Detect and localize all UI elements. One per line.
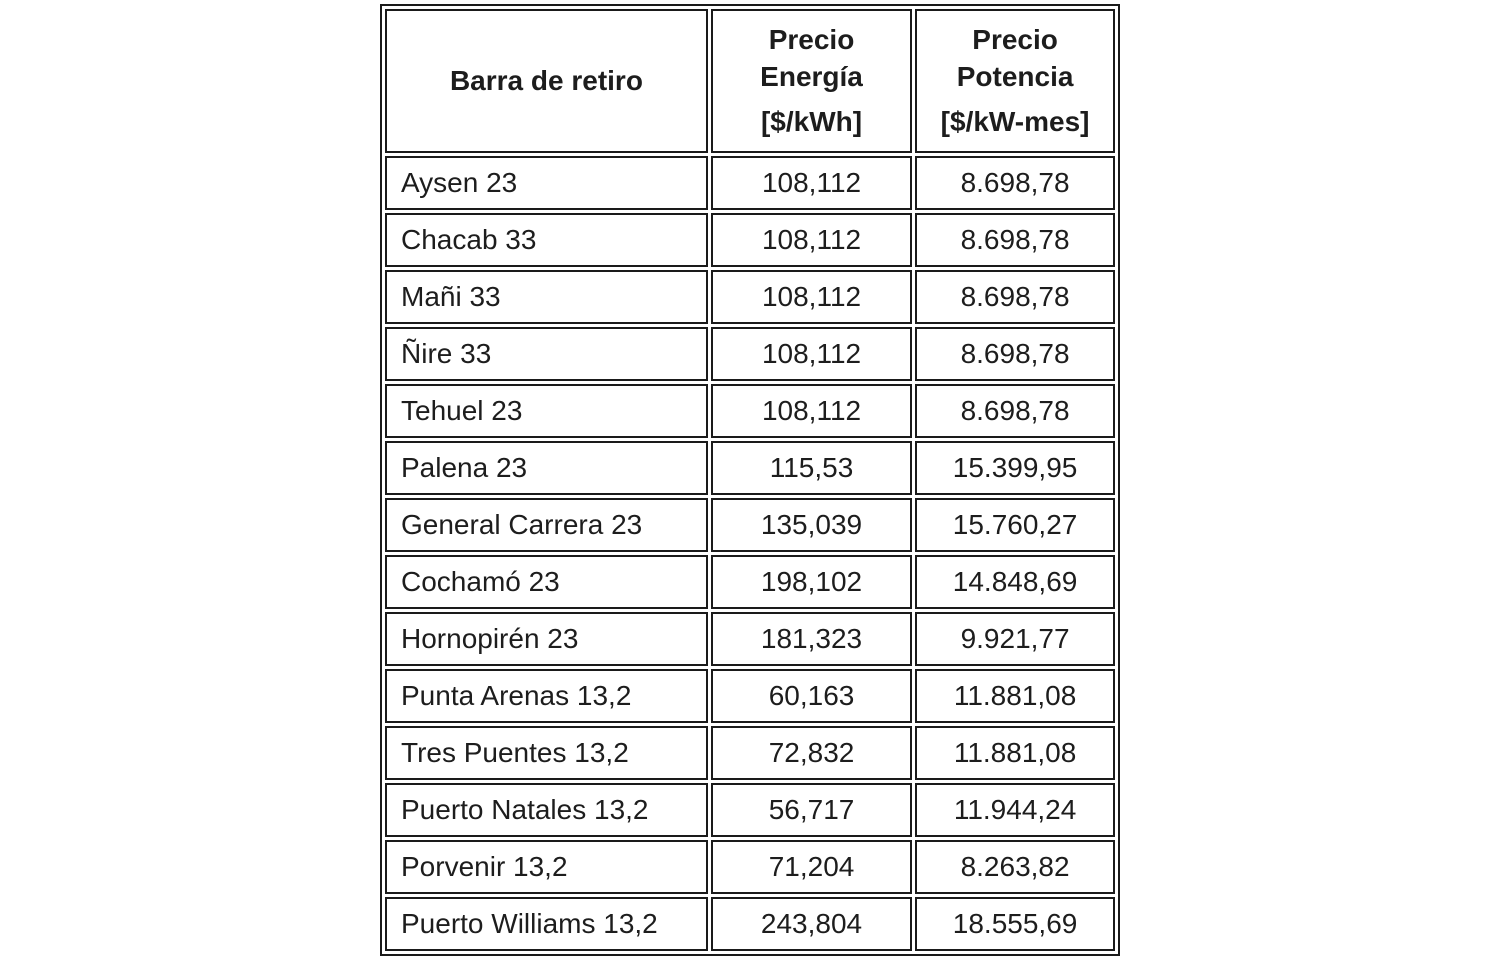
barra-cell: Porvenir 13,2 bbox=[385, 840, 708, 894]
potencia-cell: 11.881,08 bbox=[915, 669, 1115, 723]
energia-cell: 135,039 bbox=[711, 498, 912, 552]
table-row bbox=[385, 726, 1115, 780]
header-energia-title bbox=[760, 21, 863, 95]
potencia-cell: 8.263,82 bbox=[915, 840, 1115, 894]
barra-cell: Tres Puentes 13,2 bbox=[385, 726, 708, 780]
table-row bbox=[385, 897, 1115, 951]
table-row bbox=[385, 384, 1115, 438]
table-row bbox=[385, 555, 1115, 609]
table-row bbox=[385, 612, 1115, 666]
energia-cell: 72,832 bbox=[711, 726, 912, 780]
header-potencia-unit: [$/kW-mes] bbox=[940, 106, 1090, 137]
barra-cell: Mañi 33 bbox=[385, 270, 708, 324]
energia-cell: 243,804 bbox=[711, 897, 912, 951]
potencia-cell: 8.698,78 bbox=[915, 327, 1115, 381]
energia-cell: 108,112 bbox=[711, 384, 912, 438]
header-energia-wrap bbox=[713, 11, 910, 151]
header-row bbox=[385, 9, 1115, 153]
header-potencia-title bbox=[957, 21, 1074, 95]
barra-cell: Puerto Natales 13,2 bbox=[385, 783, 708, 837]
table-row bbox=[385, 498, 1115, 552]
energia-cell: 60,163 bbox=[711, 669, 912, 723]
header-cell-precio-potencia bbox=[915, 9, 1115, 153]
header-cell-barra-de-retiro bbox=[385, 9, 708, 153]
potencia-cell: 9.921,77 bbox=[915, 612, 1115, 666]
energia-cell: 56,717 bbox=[711, 783, 912, 837]
potencia-cell: 15.760,27 bbox=[915, 498, 1115, 552]
potencia-cell: 8.698,78 bbox=[915, 213, 1115, 267]
header-potencia-title-line2: Potencia bbox=[956, 61, 1074, 92]
barra-cell: Ñire 33 bbox=[385, 327, 708, 381]
header-potencia-wrap bbox=[917, 11, 1113, 151]
price-table bbox=[380, 4, 1120, 956]
potencia-cell: 11.944,24 bbox=[915, 783, 1115, 837]
table-row bbox=[385, 783, 1115, 837]
potencia-cell: 8.698,78 bbox=[915, 156, 1115, 210]
barra-cell: Tehuel 23 bbox=[385, 384, 708, 438]
table-row bbox=[385, 840, 1115, 894]
barra-cell: General Carrera 23 bbox=[385, 498, 708, 552]
barra-cell: Palena 23 bbox=[385, 441, 708, 495]
energia-cell: 71,204 bbox=[711, 840, 912, 894]
energia-cell: 115,53 bbox=[711, 441, 912, 495]
barra-cell: Puerto Williams 13,2 bbox=[385, 897, 708, 951]
table-row bbox=[385, 270, 1115, 324]
energia-cell: 108,112 bbox=[711, 270, 912, 324]
header-cell-precio-energia bbox=[711, 9, 912, 153]
header-energia-title-line1: Precio bbox=[768, 24, 855, 55]
potencia-cell: 15.399,95 bbox=[915, 441, 1115, 495]
energia-cell: 198,102 bbox=[711, 555, 912, 609]
potencia-cell: 8.698,78 bbox=[915, 384, 1115, 438]
table-body bbox=[385, 156, 1115, 951]
table-header bbox=[385, 9, 1115, 153]
table-row bbox=[385, 156, 1115, 210]
header-energia-title-line2: Energía bbox=[760, 61, 863, 92]
barra-cell: Chacab 33 bbox=[385, 213, 708, 267]
header-potencia-title-line1: Precio bbox=[972, 24, 1058, 55]
barra-cell: Hornopirén 23 bbox=[385, 612, 708, 666]
header-barra-label: Barra de retiro bbox=[449, 65, 643, 96]
potencia-cell: 11.881,08 bbox=[915, 726, 1115, 780]
energia-cell: 108,112 bbox=[711, 213, 912, 267]
table-row bbox=[385, 213, 1115, 267]
table-row bbox=[385, 669, 1115, 723]
table-row bbox=[385, 441, 1115, 495]
potencia-cell: 18.555,69 bbox=[915, 897, 1115, 951]
potencia-cell: 14.848,69 bbox=[915, 555, 1115, 609]
energia-cell: 108,112 bbox=[711, 156, 912, 210]
barra-cell: Aysen 23 bbox=[385, 156, 708, 210]
energia-cell: 108,112 bbox=[711, 327, 912, 381]
potencia-cell: 8.698,78 bbox=[915, 270, 1115, 324]
table-row bbox=[385, 327, 1115, 381]
barra-cell: Cochamó 23 bbox=[385, 555, 708, 609]
barra-cell: Punta Arenas 13,2 bbox=[385, 669, 708, 723]
header-energia-unit: [$/kWh] bbox=[760, 106, 863, 137]
energia-cell: 181,323 bbox=[711, 612, 912, 666]
